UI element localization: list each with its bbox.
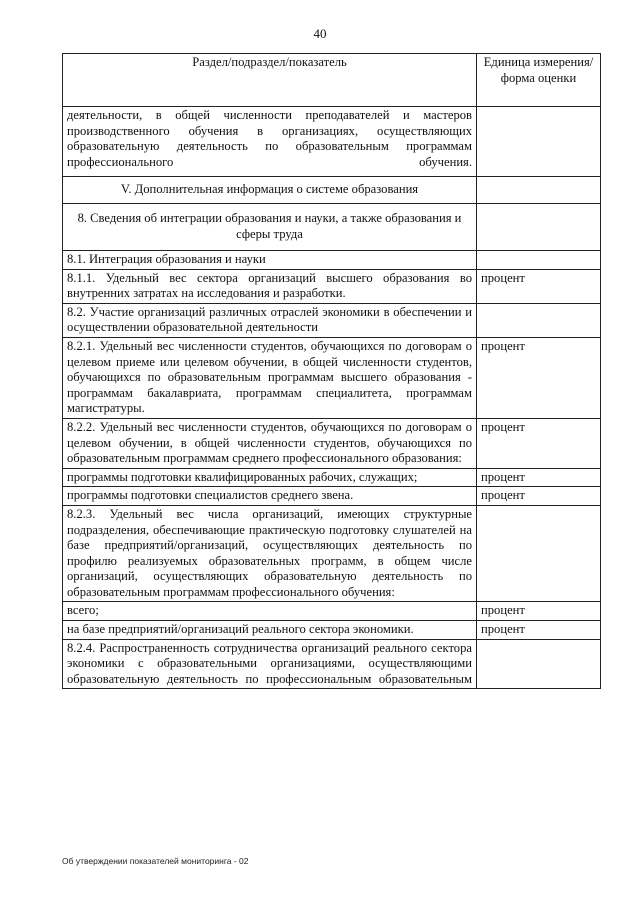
subsection-heading: 8. Сведения об интеграции образования и науки, а также образования и сферы труда [63, 204, 477, 251]
page-footer: Об утверждении показателей мониторинга - 02 [62, 856, 249, 866]
row-text: 8.2.3. Удельный вес числа организаций, имеющих структурные подразделения, обеспечивающие практическую подготовку слушателей на базе предприятий/организаций, осуществляющих деятельность по профилю реализуемых образовательных программ, в общем числе организаций, осуществляющих образовательную деятельность по образовательным программам профессионального обучения: [63, 505, 477, 602]
table-row [63, 337, 601, 418]
table-row [63, 505, 601, 602]
table-row [63, 639, 601, 689]
row-unit [477, 177, 601, 204]
table-row [63, 303, 601, 337]
table-row [63, 204, 601, 251]
row-text: 8.2.1. Удельный вес численности студентов, обучающихся по договорам о целевом приеме или целевом обучении, в общей численности студентов, обучающихся по образовательным программам высшего образования - программам бакалавриата, программам специалитета, программам магистратуры. [63, 337, 477, 418]
row-text: деятельности, в общей численности преподавателей и мастеров производственного обучения в организациях, осуществляющих образовательную деятельность по образовательным программам профессионального обучения. [63, 107, 477, 177]
row-unit: процент [477, 621, 601, 640]
row-text: 8.2. Участие организаций различных отраслей экономики в обеспечении и осуществлении образовательной деятельности [63, 303, 477, 337]
section-heading: V. Дополнительная информация о системе образования [63, 177, 477, 204]
row-unit [477, 303, 601, 337]
table-row [63, 177, 601, 204]
indicators-table [62, 53, 601, 689]
row-unit: процент [477, 337, 601, 418]
row-text: программы подготовки специалистов среднего звена. [63, 487, 477, 506]
row-unit [477, 107, 601, 177]
table-row [63, 418, 601, 468]
row-text: 8.1. Интеграция образования и науки [63, 251, 477, 270]
row-text: всего; [63, 602, 477, 621]
table-row [63, 269, 601, 303]
table-header-row [63, 54, 601, 107]
row-unit: процент [477, 269, 601, 303]
header-unit: Единица измерения/ форма оценки [477, 54, 601, 107]
row-text: 8.2.4. Распространенность сотрудничества организаций реального сектора экономики с образовательными организациями, осуществляющими образовательную деятельность по профессиональным образовательным [63, 639, 477, 689]
row-text: 8.2.2. Удельный вес численности студентов, обучающихся по договорам о целевом обучении, в общей численности студентов, обучающихся по образовательным программам среднего профессионального образования: [63, 418, 477, 468]
row-text: на базе предприятий/организаций реального сектора экономики. [63, 621, 477, 640]
row-unit [477, 204, 601, 251]
row-unit [477, 251, 601, 270]
table-row [63, 487, 601, 506]
row-unit [477, 505, 601, 602]
row-unit: процент [477, 418, 601, 468]
table-row [63, 621, 601, 640]
row-text: 8.1.1. Удельный вес сектора организаций высшего образования во внутренних затратах на исследования и разработки. [63, 269, 477, 303]
row-unit: процент [477, 487, 601, 506]
table-row [63, 602, 601, 621]
row-unit: процент [477, 602, 601, 621]
table-row [63, 107, 601, 177]
table-row [63, 251, 601, 270]
page-number: 40 [313, 26, 327, 41]
row-unit [477, 639, 601, 689]
row-unit: процент [477, 468, 601, 487]
row-text: программы подготовки квалифицированных рабочих, служащих; [63, 468, 477, 487]
table-row [63, 468, 601, 487]
header-section: Раздел/подраздел/показатель [63, 54, 477, 107]
